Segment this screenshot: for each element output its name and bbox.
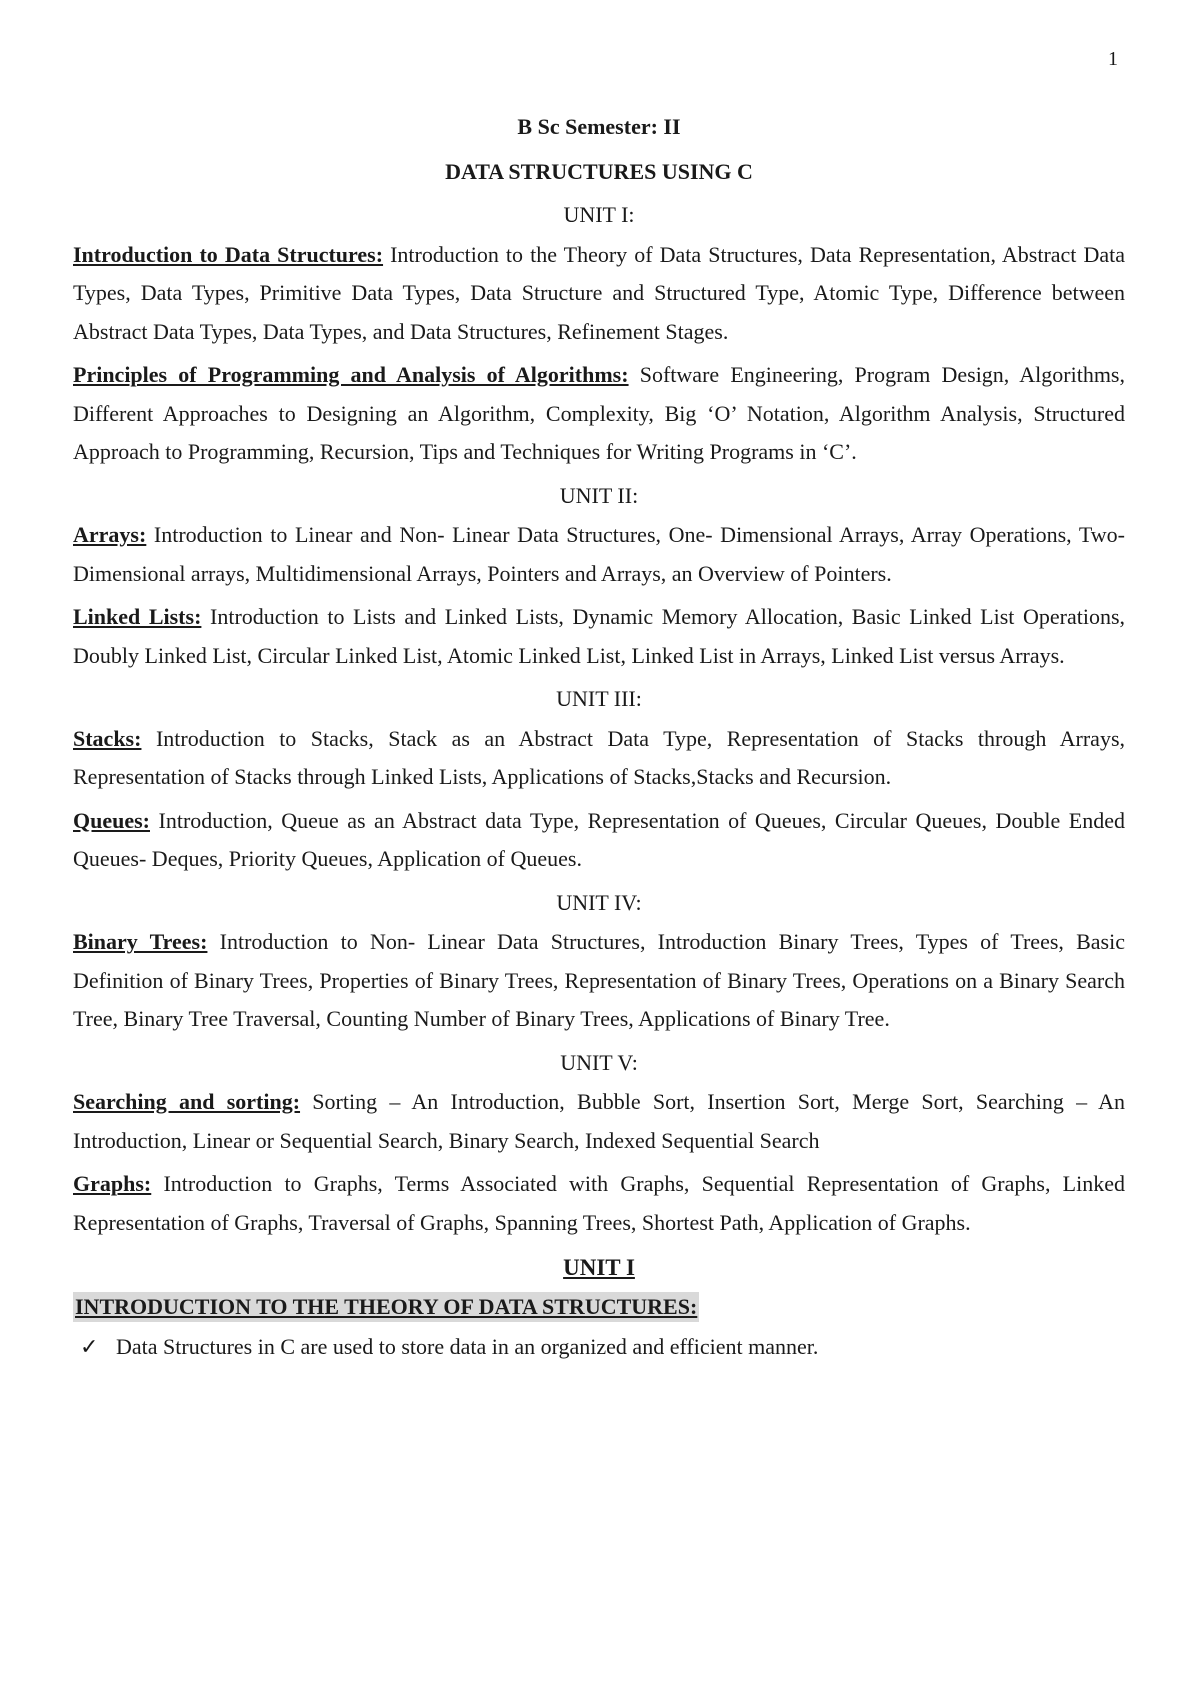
page-number: 1 [1108,48,1118,70]
topic-text: Introduction to Lists and Linked Lists, Dynamic Memory Allocation, Basic Linked List Operations, Doubly Linked List, Circular Linked List, Atomic Linked List, Linked List in Arrays, Linked List versus Arrays. [73,604,1126,668]
topic-paragraph [73,236,1125,352]
topic-paragraph [73,923,1125,1039]
topic-text: Introduction to Graphs, Terms Associated with Graphs, Sequential Representation of Graphs, Linked Representation of Graphs, Traversal of Graphs, Spanning Trees, Shortest Path, Application of Graphs. [73,1171,1125,1235]
topic-title: Linked Lists: [73,604,202,629]
unit-heading: UNIT I [563,1255,635,1280]
check-icon: ✓ [80,1334,99,1359]
topic-title: Binary Trees: [73,929,208,954]
topic-paragraph [73,356,1125,472]
topic-text: Introduction, Queue as an Abstract data Type, Representation of Queues, Circular Queues, Double Ended Queues- Deques, Priority Queues, Application of Queues. [73,807,1125,871]
unit-label: UNIT IV: [556,889,642,915]
topic-text: Introduction to the Theory of Data Structures, Data Representation, Abstract Data Types, Data Types, Primitive Data Types, Data Structure and Structured Type, Atomic Type, Difference between Abstract Data Types, Data Types, and Data Structures, Refinement Stages. [73,241,1125,344]
topic-title: Graphs: [73,1171,152,1196]
topic-paragraph [73,720,1125,797]
topic-title: Principles of Programming and Analysis of Algorithms: [73,362,629,387]
topic-text: Introduction to Stacks, Stack as an Abstract Data Type, Representation of Stacks through Arrays, Representation of Stacks through Linked Lists, Applications of Stacks,Stacks and Recursion. [73,725,1126,789]
topic-paragraph [73,516,1125,593]
unit-label: UNIT I: [563,202,635,227]
section-heading: INTRODUCTION TO THE THEORY OF DATA STRUCTURES: [73,1292,699,1322]
topic-paragraph [73,802,1125,879]
unit-label: UNIT V: [560,1049,638,1075]
topic-title: Stacks: [73,725,142,751]
unit-label: UNIT II: [559,482,639,508]
document-body [73,108,1125,1367]
topic-title: Arrays: [73,522,147,547]
topic-paragraph [73,598,1125,675]
topic-text: Software Engineering, Program Design, Algorithms, Different Approaches to Designing an Algorithm, Complexity, Big ‘O’ Notation, Algorithm Analysis, Structured Approach to Programming, Recursion, Tips and Techniques for Writing Programs in ‘C’. [73,362,1125,464]
course-title: DATA STRUCTURES USING C [445,158,753,184]
topic-text: Sorting – An Introduction, Bubble Sort, Insertion Sort, Merge Sort, Searching – An Introduction, Linear or Sequential Search, Binary Search, Indexed Sequential Search [73,1089,1126,1153]
list-item-text: Data Structures in C are used to store data in an organized and efficient manner. [116,1334,819,1359]
topic-title: Introduction to Data Structures: [73,241,384,267]
topic-text: Introduction to Non- Linear Data Structures, Introduction Binary Trees, Types of Trees, Basic Definition of Binary Trees, Properties of Binary Trees, Representation of Binary Trees, Operations on a Binary Search Tree, Binary Tree Traversal, Counting Number of Binary Trees, Applications of Binary Tree. [73,929,1125,1031]
semester-title: B Sc Semester: II [517,114,681,139]
topic-paragraph [73,1083,1125,1160]
topic-title: Queues: [73,807,150,833]
topic-title: Searching and sorting: [73,1089,301,1114]
unit-label: UNIT III: [556,686,642,711]
topic-paragraph [73,1165,1125,1242]
list-item [73,1328,1125,1367]
topic-text: Introduction to Linear and Non- Linear Data Structures, One- Dimensional Arrays, Array Operations, Two- Dimensional arrays, Multidimensional Arrays, Pointers and Arrays, an Overview of Pointers. [73,522,1126,586]
